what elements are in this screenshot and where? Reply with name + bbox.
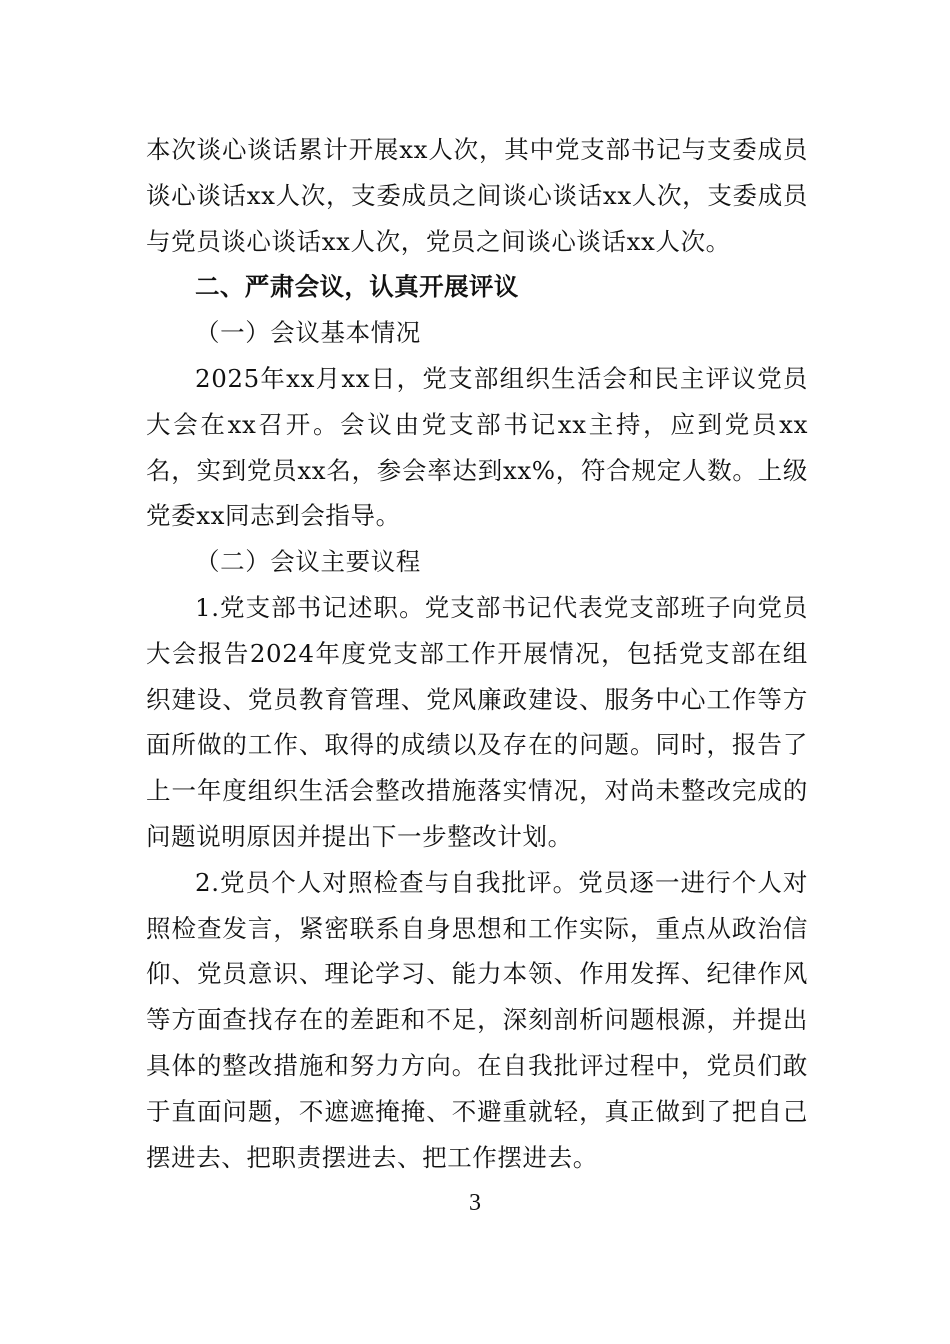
paragraph-meeting-basics: 2025年xx月xx日，党支部组织生活会和民主评议党员大会在xx召开。会议由党支部书记xx主持，应到党员xx名，实到党员xx名，参会率达到xx%，符合规定人数。上级党委xx同志到会指导。: [146, 363, 808, 531]
paragraph-secretary-report: 1.党支部书记述职。党支部书记代表党支部班子向党员大会报告2024年度党支部工作开展情况，包括党支部在组织建设、党员教育管理、党风廉政建设、服务中心工作等方面所做的工作、取得的成绩以及存在的问题。同时，报告了上一年度组织生活会整改措施落实情况，对尚未整改完成的问题说明原因并提出下一步整改计划。: [146, 592, 808, 851]
document-body: [146, 127, 808, 1180]
paragraph-talk-summary: 本次谈心谈话累计开展xx人次，其中党支部书记与支委成员谈心谈话xx人次，支委成员之间谈心谈话xx人次，支委成员与党员谈心谈话xx人次，党员之间谈心谈话xx人次。: [146, 135, 808, 256]
subheading-meeting-basics: （一）会议基本情况: [195, 318, 421, 348]
section-heading-meeting: 二、严肃会议，认真开展评议: [195, 272, 519, 302]
paragraph-self-criticism: 2.党员个人对照检查与自我批评。党员逐一进行个人对照检查发言，紧密联系自身思想和工作实际，重点从政治信仰、党员意识、理论学习、能力本领、作用发挥、纪律作风等方面查找存在的差距和不足，深刻剖析问题根源，并提出具体的整改措施和努力方向。在自我批评过程中，党员们敢于直面问题，不遮遮掩掩、不避重就轻，真正做到了把自己摆进去、把职责摆进去、把工作摆进去。: [146, 867, 808, 1172]
subheading-meeting-agenda: （二）会议主要议程: [195, 547, 421, 577]
page-number: 3: [469, 1190, 481, 1216]
